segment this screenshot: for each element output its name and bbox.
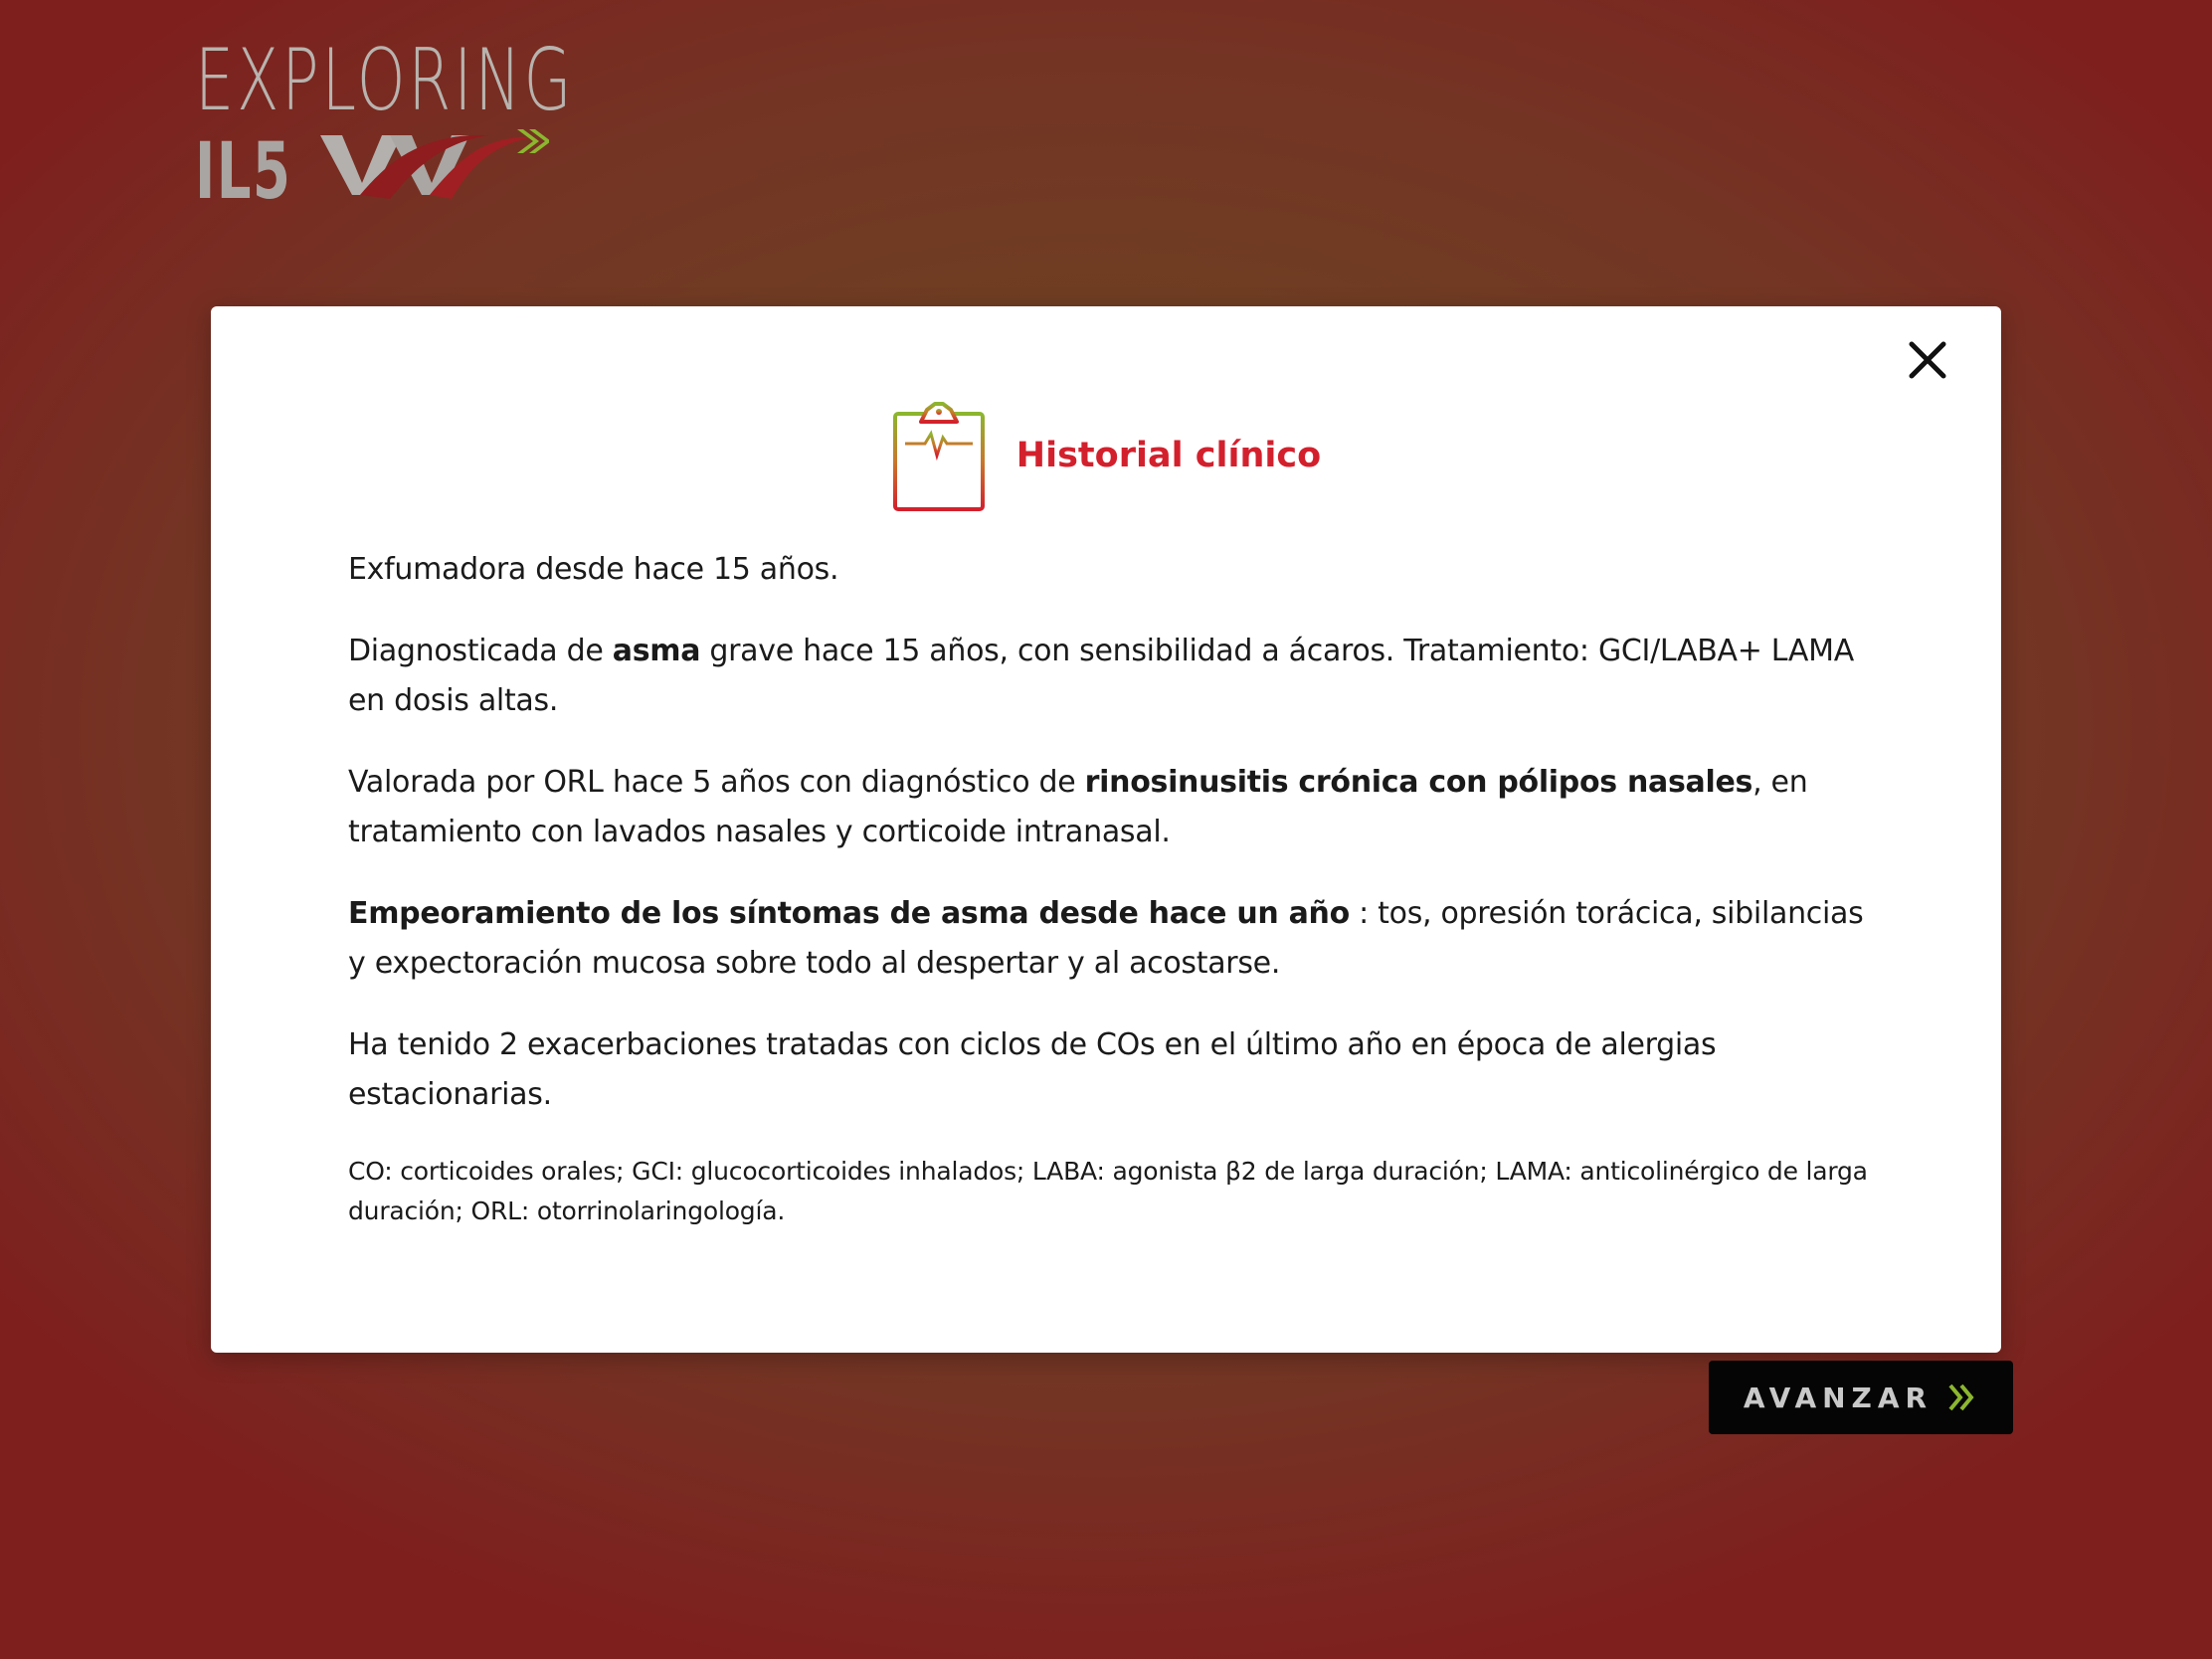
paragraph-asthma-diagnosis (348, 627, 1880, 726)
paragraph-exacerbations (348, 1020, 1880, 1120)
modal-title: Historial clínico (1015, 436, 1322, 475)
paragraph-worsening (348, 889, 1880, 989)
paragraph-bold: rinosinusitis crónica con pólipos nasales (1084, 765, 1753, 800)
double-chevron-right-icon (1946, 1382, 1978, 1413)
abbreviations-footnote: CO: corticoides orales; GCI: glucocorticoides inhalados; LABA: agonista β2 de larga duración; LAMA: anticolinérgico de larga duración; ORL: otorrinolaringología. (348, 1157, 1868, 1225)
paragraph-text: Exfumadora desde hace 15 años. (348, 552, 839, 587)
modal-body (348, 545, 1880, 1231)
paragraph-text: Diagnosticada de (348, 634, 613, 668)
close-button[interactable] (1904, 336, 1951, 384)
clinical-history-modal (211, 306, 2001, 1353)
paragraph-text: Valorada por ORL hace 5 años con diagnóstico de (348, 765, 1085, 800)
advance-button[interactable] (1709, 1361, 2013, 1434)
advance-button-label: AVANZAR (1743, 1381, 1934, 1414)
paragraph-orl-assessment (348, 758, 1880, 857)
paragraph-bold: Empeoramiento de los síntomas de asma desde hace un año (348, 896, 1350, 931)
clipboard-heartbeat-icon (891, 398, 987, 513)
logo-il5-text: IL5 (195, 127, 292, 217)
paragraph-text: : tos, opresión torácica, sibilancias y expectoración mucosa sobre todo al despertar y al acostarse. (348, 896, 1864, 981)
paragraph-smoking (348, 545, 1880, 595)
paragraph-text: Ha tenido 2 exacerbaciones tratadas con ciclos de COs en el último año en época de alergias estacionarias. (348, 1027, 1717, 1112)
paragraph-bold: asma (612, 634, 701, 668)
modal-header (211, 398, 2001, 513)
logo-word: EXPLORING (195, 31, 575, 130)
exploring-il5-logo (195, 31, 575, 217)
paragraph-text: , en tratamiento con lavados nasales y corticoide intranasal. (348, 765, 1808, 849)
il5-logo-mark-icon (320, 129, 549, 201)
close-icon (1904, 336, 1951, 384)
paragraph-text: grave hace 15 años, con sensibilidad a ácaros. Tratamiento: GCI/LABA+ LAMA en dosis altas. (348, 634, 1854, 718)
